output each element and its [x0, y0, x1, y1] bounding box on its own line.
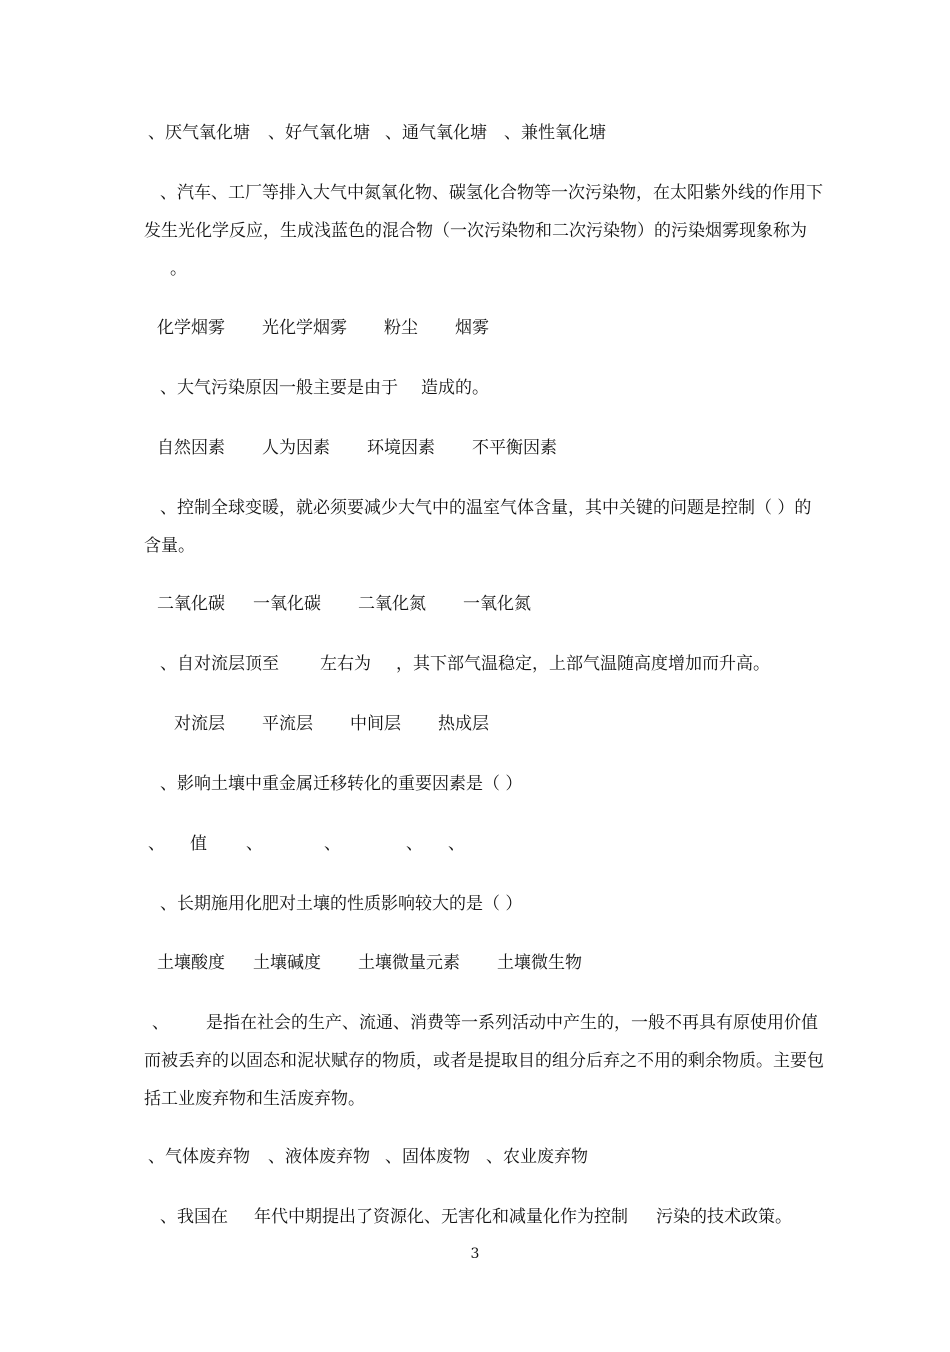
- question-policy: [0, 1202, 792, 1232]
- option-separator: 、: [406, 834, 423, 854]
- question-heavy-metal: [0, 769, 523, 799]
- option-d: 热成层: [438, 714, 489, 734]
- option-separator: 、: [448, 834, 465, 854]
- option-separator: 、: [324, 834, 341, 854]
- question-text-line: 而被丢弃的以固态和泥状赋存的物质，或者是提取目的组分后弃之不用的剩余物质。主要包: [144, 1051, 824, 1071]
- question-text: 、大气污染原因一般主要是由于: [160, 378, 398, 398]
- option-d: 、农业废弃物: [486, 1147, 588, 1167]
- option-d: 烟雾: [455, 318, 489, 338]
- option-b: 、液体废弃物: [268, 1147, 370, 1167]
- option-a: 、厌气氧化塘: [148, 123, 250, 143]
- question-fertilizer: [0, 889, 523, 919]
- option-row-heavy-metal: [0, 829, 465, 859]
- option-row-fertilizer: [0, 948, 582, 978]
- option-b: 一氧化碳: [253, 594, 321, 614]
- option-c: 土壤微量元素: [358, 953, 460, 973]
- option-d: 不平衡因素: [472, 438, 557, 458]
- option-b: 、好气氧化塘: [268, 123, 370, 143]
- question-text: 、我国在: [160, 1207, 228, 1227]
- question-text-line: 含量。: [144, 536, 195, 556]
- option-a: 二氧化碳: [157, 594, 225, 614]
- question-stratosphere: [0, 649, 770, 679]
- option-d: 、兼性氧化塘: [504, 123, 606, 143]
- option-row-oxidation-ponds: [0, 118, 606, 148]
- option-b: 光化学烟雾: [262, 318, 347, 338]
- option-d: 土壤微生物: [497, 953, 582, 973]
- option-c: 环境因素: [367, 438, 435, 458]
- question-text-line: 括工业废弃物和生活废弃物。: [144, 1089, 365, 1109]
- question-text-line: 。: [170, 259, 187, 279]
- question-text-line: 、控制全球变暖，就必须要减少大气中的温室气体含量，其中关键的问题是控制（ ）的: [160, 498, 812, 518]
- question-text: 、影响土壤中重金属迁移转化的重要因素是（ ）: [160, 774, 523, 794]
- option-c: 、通气氧化塘: [385, 123, 487, 143]
- question-text: 年代中期提出了资源化、无害化和减量化作为控制: [254, 1207, 628, 1227]
- page-number: 3: [470, 1246, 480, 1262]
- question-text: 左右为: [320, 654, 371, 674]
- option-a: 自然因素: [157, 438, 225, 458]
- question-text: 、自对流层顶至: [160, 654, 279, 674]
- option-separator: 、: [246, 834, 263, 854]
- option-separator: 、: [148, 834, 165, 854]
- option-row-smog: [0, 313, 489, 343]
- option-a: 土壤酸度: [157, 953, 225, 973]
- question-text-line: 是指在社会的生产、流通、消费等一系列活动中产生的，一般不再具有原使用价值: [206, 1013, 818, 1033]
- option-row-solid-waste: [0, 1142, 588, 1172]
- option-row-stratosphere: [0, 709, 489, 739]
- option-a: 、气体废弃物: [148, 1147, 250, 1167]
- option-c: 粉尘: [384, 318, 418, 338]
- option-a: 对流层: [174, 714, 225, 734]
- option-b: 人为因素: [262, 438, 330, 458]
- question-text: 污染的技术政策。: [656, 1207, 792, 1227]
- question-lead: 、: [152, 1013, 169, 1033]
- option-b: 土壤碱度: [253, 953, 321, 973]
- question-text-line: 、汽车、工厂等排入大气中氮氧化物、碳氢化合物等一次污染物，在太阳紫外线的作用下: [160, 183, 823, 203]
- question-air-pollution: [0, 373, 489, 403]
- option-ph: 值: [190, 834, 207, 854]
- question-text-line: 发生光化学反应，生成浅蓝色的混合物（一次污染物和二次污染物）的污染烟雾现象称为: [144, 221, 807, 241]
- option-d: 一氧化氮: [463, 594, 531, 614]
- question-text: 造成的。: [421, 378, 489, 398]
- option-a: 化学烟雾: [157, 318, 225, 338]
- question-text: ，其下部气温稳定，上部气温随高度增加而升高。: [396, 654, 770, 674]
- option-c: 、固体废物: [385, 1147, 470, 1167]
- option-b: 平流层: [262, 714, 313, 734]
- option-row-warming: [0, 589, 531, 619]
- option-c: 中间层: [350, 714, 401, 734]
- question-text: 、长期施用化肥对土壤的性质影响较大的是（ ）: [160, 894, 523, 914]
- option-c: 二氧化氮: [358, 594, 426, 614]
- option-row-air-pollution: [0, 433, 557, 463]
